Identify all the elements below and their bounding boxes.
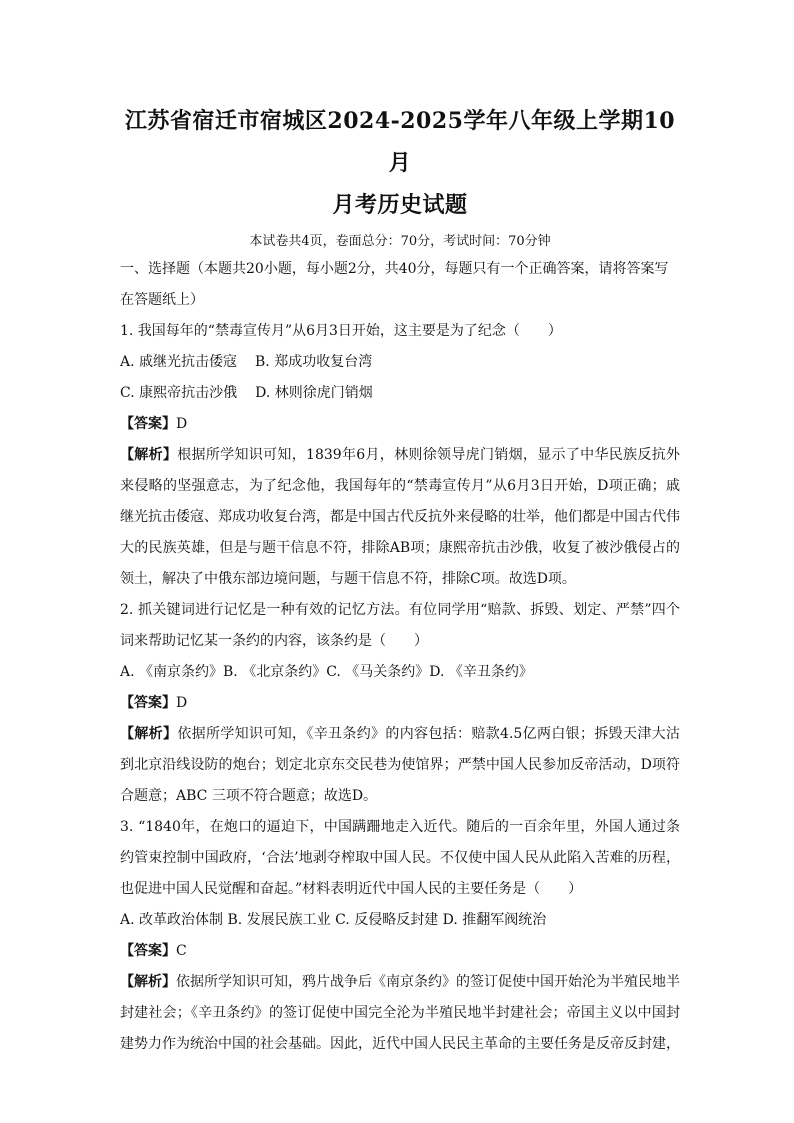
options-line: A. 《南京条约》B. 《北京条约》C. 《马关条约》D. 《辛丑条约》 bbox=[120, 664, 533, 680]
question-stem: 3. “1840年，在炮口的逼迫下，中国蹒跚地走入近代。随后的一百余年里，外国人通过条约管束控制中国政府，‘合法’地剥夺榨取中国人民。不仅使中国人民从此陷入苦难的历程，也促进中国人民觉醒和奋起。”材料表明近代中国人民的主要任务是（ ） bbox=[120, 819, 680, 897]
analysis-text: 依据所学知识可知，《辛丑条约》的内容包括：赔款4.5亿两白银；拆毁天津大沽到北京沿线设防的炮台；划定北京东交民巷为使馆界；严禁中国人民参加反帝活动，D项符合题意；ABC 三项不符合题意；故选D。 bbox=[120, 726, 681, 804]
section-heading-cont: 在答题纸上） bbox=[120, 292, 204, 308]
answer-label: 【答案】 bbox=[120, 416, 176, 432]
exam-title-line-1: 江苏省宿迁市宿城区2024-2025学年八年级上学期10月 bbox=[124, 108, 676, 176]
question-3 bbox=[120, 812, 680, 1060]
answer-value: D bbox=[176, 416, 188, 432]
options-line: A. 改革政治体制 B. 发展民族工业 C. 反侵略反封建 D. 推翻军阀统治 bbox=[120, 912, 547, 928]
answer-label: 【答案】 bbox=[120, 943, 176, 959]
analysis-label: 【解析】 bbox=[120, 974, 176, 990]
analysis-paragraph bbox=[120, 440, 680, 595]
analysis-label: 【解析】 bbox=[120, 447, 178, 463]
exam-info: 本试卷共4页，卷面总分：70分，考试时间：70分钟 bbox=[249, 234, 551, 249]
answer-value: C bbox=[176, 943, 187, 959]
analysis-label: 【解析】 bbox=[120, 726, 178, 742]
question-stem: 1. 我国每年的“禁毒宣传月”从6月3日开始，这主要是为了纪念（ ） bbox=[120, 323, 562, 339]
answer-row bbox=[120, 409, 680, 440]
analysis-paragraph bbox=[120, 967, 680, 1060]
analysis-text: 依据所学知识可知，鸦片战争后《南京条约》的签订促使中国开始沦为半殖民地半封建社会；《辛丑条约》的签订促使中国完全沦为半殖民地半封建社会；帝国主义以中国封建势力作为统治中国的社会基础。因此，近代中国人民民主革命的主要任务是反帝反封建， bbox=[120, 974, 680, 1052]
analysis-paragraph bbox=[120, 719, 680, 812]
answer-label: 【答案】 bbox=[120, 695, 176, 711]
analysis-text: 根据所学知识可知，1839年6月，林则徐领导虎门销烟，显示了中华民族反抗外来侵略的坚强意志，为了纪念他，我国每年的“禁毒宣传月”从6月3日开始，D项正确；戚继光抗击倭寇、郑成功收复台湾，都是中国古代反抗外来侵略的壮举，他们都是中国古代伟大的民族英雄，但是与题干信息不符，排除AB项；康熙帝抗击沙俄，收复了被沙俄侵占的领土，解决了中俄东部边境问题，与题干信息不符，排除C项。故选D项。 bbox=[120, 447, 680, 587]
question-2 bbox=[120, 595, 680, 812]
answer-row bbox=[120, 936, 680, 967]
exam-page bbox=[120, 100, 680, 1060]
option-line bbox=[120, 378, 680, 409]
option-a: A. 戚继光抗击倭寇 bbox=[120, 354, 238, 370]
question-stem: 2. 抓关键词进行记忆是一种有效的记忆方法。有位同学用“赔款、拆毁、划定、严禁”四个词来帮助记忆某一条约的内容，该条约是（ ） bbox=[120, 602, 680, 649]
option-b: B. 郑成功收复台湾 bbox=[255, 354, 373, 370]
exam-title-line-2: 月考历史试题 bbox=[332, 192, 468, 218]
section-heading: 一、选择题（本题共20小题，每小题2分，共40分，每题只有一个正确答案，请将答案写 bbox=[120, 261, 669, 277]
option-line bbox=[120, 347, 680, 378]
question-1 bbox=[120, 316, 680, 595]
answer-value: D bbox=[176, 695, 188, 711]
option-c: C. 康熙帝抗击沙俄 bbox=[120, 385, 238, 401]
option-d: D. 林则徐虎门销烟 bbox=[255, 385, 373, 401]
answer-row bbox=[120, 688, 680, 719]
